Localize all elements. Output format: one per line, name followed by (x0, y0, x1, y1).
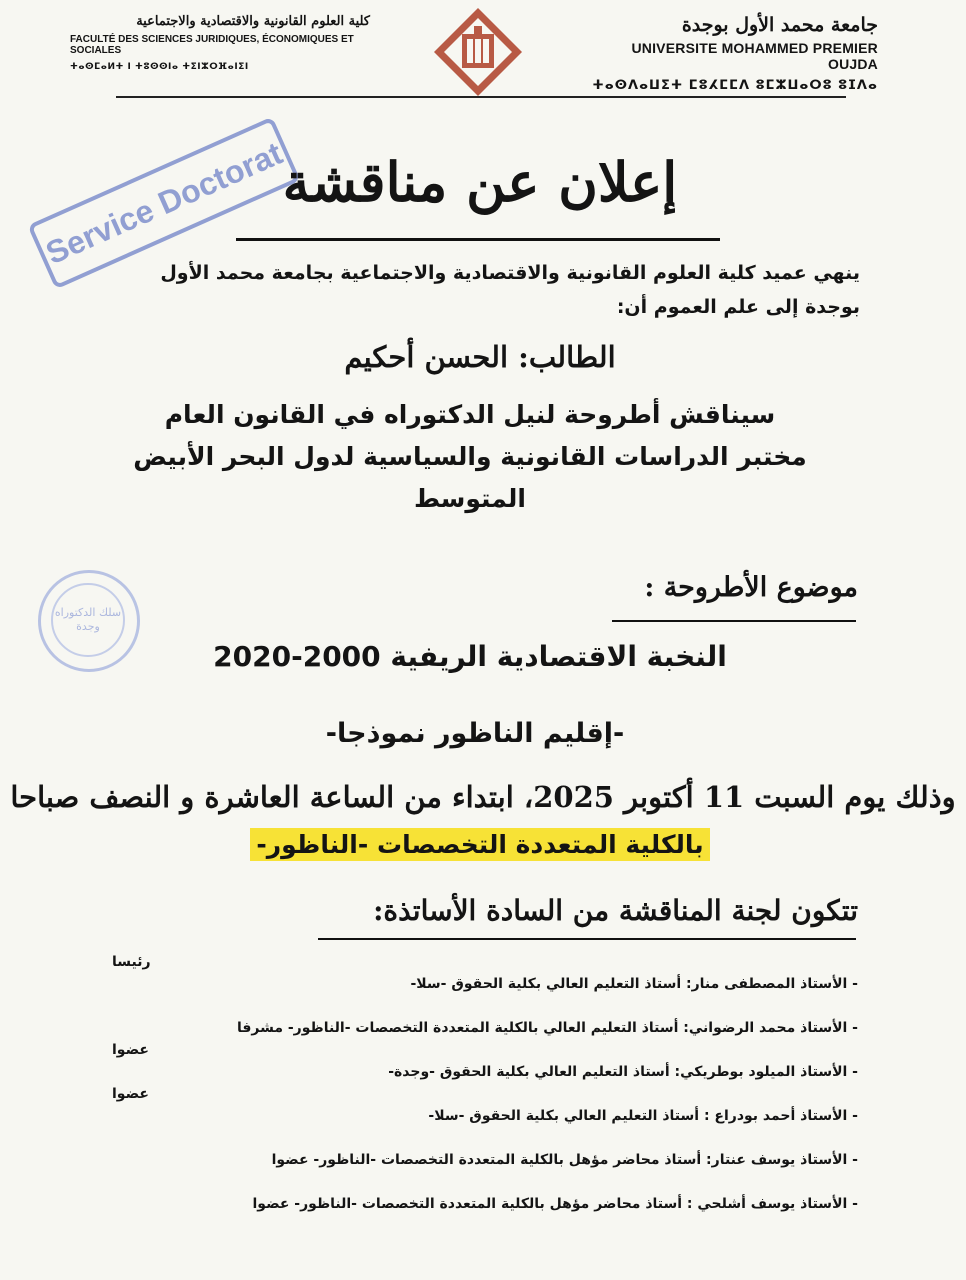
member-text: - الأستاذ يوسف عنتار: أستاذ محاضر مؤهل بالكلية المتعددة التخصصات -الناظور- عضوا (271, 1152, 858, 1168)
venue-wrapper (230, 828, 730, 861)
member-role: عضوا (112, 1086, 149, 1102)
member-text: - الأستاذ الميلود بوطريكي: أستاذ التعليم العالي بكلية الحقوق -وجدة- (388, 1064, 858, 1080)
faculty-name-tz: ⵜⴰⵙⵎⴰⵍⵜ ⵏ ⵜⵓⵙⵙⵏⴰ ⵜⵉⵏⵣⵔⴼⴰⵏⵉⵏ (70, 62, 249, 72)
page-title: إعلان عن مناقشة (282, 150, 678, 214)
university-header (578, 14, 878, 93)
list-item (96, 1042, 858, 1086)
member-role: عضوا (112, 1042, 149, 1058)
university-name-tz: ⵜⴰⵙⴷⴰⵡⵉⵜ ⵎⵓⵃⵎⵎⴷ ⵓⵎⵣⵡⴰⵔⵓ ⵓⵊⴷⴰ (592, 78, 878, 93)
member-text: - الأستاذ أحمد بودراع : أستاذ التعليم العالي بكلية الحقوق -سلا- (428, 1108, 858, 1124)
defense-line-2: مختبر الدراسات القانونية والسياسية لدول البحر الأبيض (133, 442, 807, 471)
member-text: - الأستاذ يوسف أشلحي : أستاذ محاضر مؤهل بالكلية المتعددة التخصصات -الناظور- عضوا (252, 1196, 858, 1212)
thesis-topic-title: النخبة الاقتصادية الريفية 2000-2020 (213, 640, 727, 673)
intro-paragraph: ينهي عميد كلية العلوم القانونية والاقتصادية والاجتماعية بجامعة محمد الأول بوجدة إلى علم العموم أن: (160, 262, 860, 318)
faculty-name-fr: FACULTÉ DES SCIENCES JURIDIQUES, ÉCONOMIQUES ET SOCIALES (70, 34, 354, 56)
topic-label: موضوع الأطروحة : (644, 572, 858, 603)
defense-line-1: سيناقش أطروحة لنيل الدكتوراه في القانون العام (164, 400, 776, 429)
student-name: الطالب: الحسن أحكيم (344, 340, 616, 374)
member-role: رئيسا (112, 954, 151, 970)
venue-highlight: بالكلية المتعددة التخصصات -الناظور- (250, 828, 709, 861)
title-underline (236, 238, 720, 241)
list-item (96, 1130, 858, 1174)
header-divider (116, 96, 846, 98)
university-name-ar: جامعة محمد الأول بوجدة (681, 14, 878, 36)
service-doctorat-stamp: Service Doctorat (27, 117, 300, 290)
defense-date-line: وذلك يوم السبت 11 أكتوبر 2025، ابتداء من الساعة العاشرة و النصف صباحا (10, 780, 956, 814)
university-name-fr: UNIVERSITE MOHAMMED PREMIER OUJDA (631, 40, 878, 72)
committee-members-list (96, 954, 858, 1218)
thesis-topic-subtitle: -إقليم الناظور نموذجا- (325, 718, 625, 749)
committee-underline (318, 938, 856, 940)
list-item (96, 1174, 858, 1218)
list-item (96, 1086, 858, 1130)
university-logo-icon (432, 6, 524, 98)
faculty-name-ar: كلية العلوم القانونية والاقتصادية والاجتماعية (136, 14, 370, 29)
member-text: - الأستاذ محمد الرضواني: أستاذ التعليم العالي بالكلية المتعددة التخصصات -الناظور- مشرفا (236, 1020, 858, 1036)
round-stamp (38, 570, 140, 672)
list-item (96, 954, 858, 998)
defense-info (110, 394, 830, 520)
defense-line-3: المتوسط (414, 484, 526, 513)
topic-underline (612, 620, 856, 622)
faculty-header (70, 14, 370, 72)
round-stamp-text: سلك الدكتوراه وجدة (51, 583, 125, 657)
member-text: - الأستاذ المصطفى منار: أستاذ التعليم العالي بكلية الحقوق -سلا- (410, 976, 858, 992)
committee-title: تتكون لجنة المناقشة من السادة الأساتذة: (373, 894, 858, 927)
list-item (96, 998, 858, 1042)
